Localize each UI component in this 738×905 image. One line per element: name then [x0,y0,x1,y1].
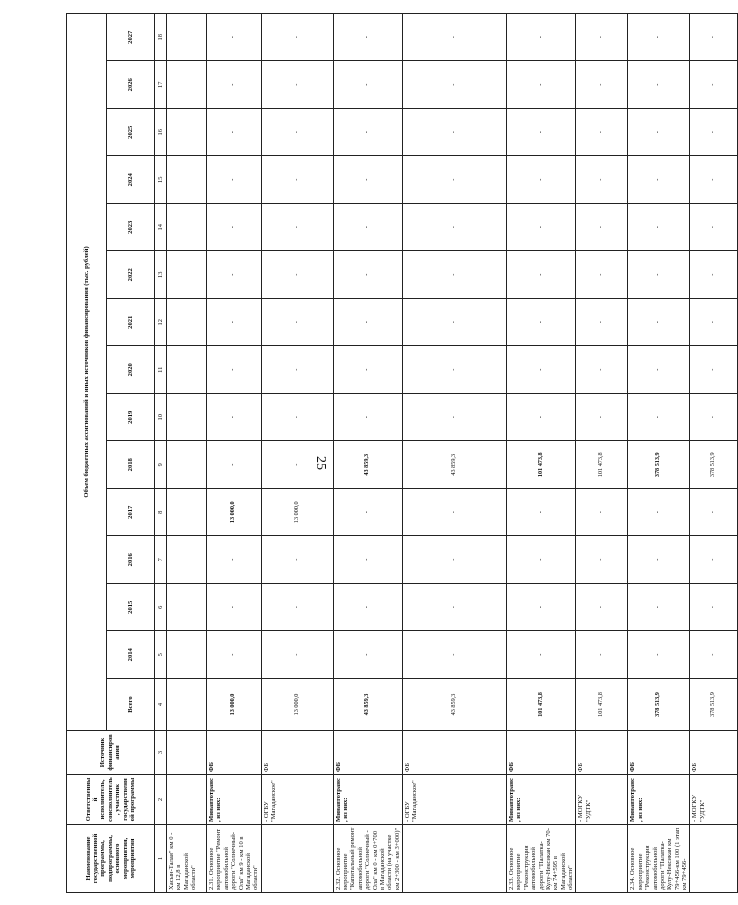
header-year: 2020 [107,346,155,394]
cell-source: ФБ [403,731,507,775]
cell-year-value: - [628,299,690,347]
cell-responsible: - МОГКУ "УДТК" [690,775,738,825]
cell-responsible: Минавтотранс, из них: [507,775,576,825]
cell-year-value: - [576,299,628,347]
cell-responsible: Минавтотранс, из них: [333,775,402,825]
cell-year-value: 13 000,0 [207,489,262,537]
cell-year-value: - [576,631,628,679]
header-total: Всего [107,679,155,731]
cell-source: ФБ [507,731,576,775]
cell-source: ФБ [261,731,333,775]
cell-responsible: Минавтотранс, из них: [207,775,262,825]
cell-year-value: - [403,346,507,394]
cell-year-value: - [507,251,576,299]
cell-year-value: - [261,61,333,109]
cell-year-value: - [690,489,738,537]
table-row [403,14,507,893]
header-volume: Объем бюджетных ассигнований и иных источников финансирования (тыс. рублей) [67,14,107,731]
column-number: 15 [155,156,167,204]
cell-year-value: - [261,346,333,394]
cell-total: 13 000,0 [261,679,333,731]
cell-year-value: - [628,584,690,632]
cell-year-value [167,536,207,584]
cell-year-value: - [576,14,628,62]
cell-year-value: - [207,536,262,584]
header-year: 2018 [107,441,155,489]
cell-year-value: - [690,631,738,679]
cell-year-value: 378 513,9 [628,441,690,489]
cell-year-value: - [207,394,262,442]
header-year: 2019 [107,394,155,442]
cell-year-value: - [333,156,402,204]
column-number: 5 [155,631,167,679]
cell-year-value: - [403,109,507,157]
cell-year-value: - [403,156,507,204]
cell-year-value: - [507,204,576,252]
cell-year-value [167,489,207,537]
cell-year-value [167,251,207,299]
cell-source: ФБ [628,731,690,775]
cell-year-value: - [403,61,507,109]
cell-year-value: - [207,204,262,252]
cell-year-value: - [333,536,402,584]
cell-total: 13 000,0 [207,679,262,731]
cell-year-value: - [690,251,738,299]
header-source: Источник финансирования [67,731,155,775]
cell-year-value: - [207,584,262,632]
cell-name [576,825,628,893]
cell-year-value: - [403,299,507,347]
cell-year-value [167,441,207,489]
column-number: 16 [155,109,167,157]
cell-year-value: 378 513,9 [690,441,738,489]
cell-responsible: - МОГКУ "УДТК" [576,775,628,825]
table-row [576,14,628,893]
column-number: 1 [155,825,167,893]
cell-year-value [167,394,207,442]
cell-year-value: - [507,299,576,347]
cell-year-value: - [403,204,507,252]
cell-year-value: - [628,61,690,109]
cell-total: 43 859,3 [403,679,507,731]
cell-year-value: - [207,346,262,394]
cell-year-value: - [333,251,402,299]
cell-year-value: - [507,489,576,537]
cell-source: ФБ [207,731,262,775]
cell-responsible: Минавтотранс, из них: [628,775,690,825]
cell-year-value: - [333,61,402,109]
header-year: 2024 [107,156,155,204]
column-number: 17 [155,61,167,109]
cell-year-value [167,109,207,157]
header-year: 2022 [107,251,155,299]
cell-year-value: - [628,14,690,62]
cell-year-value: - [507,536,576,584]
cell-year-value: - [507,584,576,632]
cell-year-value: - [261,299,333,347]
cell-year-value: - [628,536,690,584]
cell-source: ФБ [576,731,628,775]
cell-year-value: - [628,631,690,679]
cell-year-value: - [261,204,333,252]
column-number: 7 [155,536,167,584]
cell-year-value: - [333,584,402,632]
cell-year-value: - [207,109,262,157]
cell-year-value: - [690,14,738,62]
cell-year-value [167,631,207,679]
header-year: 2017 [107,489,155,537]
cell-year-value: - [207,156,262,204]
column-number: 14 [155,204,167,252]
cell-year-value: - [261,441,333,489]
cell-year-value: - [261,109,333,157]
cell-year-value: - [507,631,576,679]
column-number: 11 [155,346,167,394]
cell-year-value: - [507,109,576,157]
cell-year-value: - [628,346,690,394]
column-number: 6 [155,584,167,632]
cell-year-value: - [690,156,738,204]
column-number: 8 [155,489,167,537]
cell-source: ФБ [333,731,402,775]
cell-name: 2.31. Основное мероприятие "Ремонт автомобильной дороги "Солнечный-Ола" км 9 - км 10 в Магаданской области" [207,825,262,893]
cell-year-value: - [690,346,738,394]
cell-year-value: - [207,61,262,109]
header-year: 2025 [107,109,155,157]
column-number: 12 [155,299,167,347]
cell-year-value: - [261,251,333,299]
cell-source: ФБ [690,731,738,775]
header-year: 2023 [107,204,155,252]
cell-year-value: - [207,14,262,62]
cell-year-value: - [261,14,333,62]
cell-year-value: - [628,204,690,252]
cell-year-value: 13 000,0 [261,489,333,537]
page-number: 25 [313,456,328,470]
cell-year-value: - [628,489,690,537]
cell-year-value: - [333,346,402,394]
column-number: 18 [155,14,167,62]
cell-responsible [167,775,207,825]
cell-name: 2.33. Основное мероприятие "Реконструкция автомобильной дороги "Палатка-Кулу-Нексикан км 70-км 74+595 в Магаданской области" [507,825,576,893]
cell-year-value: - [403,251,507,299]
cell-year-value: - [690,584,738,632]
cell-year-value: - [690,109,738,157]
table-row [167,14,207,893]
cell-year-value: - [690,61,738,109]
cell-year-value: - [576,394,628,442]
cell-year-value [167,299,207,347]
cell-responsible: - ОГБУ "Магаданское" [403,775,507,825]
cell-year-value: - [403,536,507,584]
table-row [207,14,262,893]
cell-name [403,825,507,893]
cell-year-value: - [333,394,402,442]
cell-year-value: 101 473,8 [507,441,576,489]
column-number: 3 [155,731,167,775]
cell-year-value: - [403,394,507,442]
cell-year-value: - [628,394,690,442]
cell-year-value: - [576,204,628,252]
cell-year-value: - [207,631,262,679]
cell-name: 2.34. Основное мероприятие "Реконструкция автомобильной дороги "Палатка-Кулу-Нексикан км 79+456-км 100 (1 этап км 79+456- [628,825,690,893]
cell-total: 101 473,8 [576,679,628,731]
cell-year-value: - [628,251,690,299]
cell-year-value [167,14,207,62]
column-number: 13 [155,251,167,299]
cell-year-value: - [403,14,507,62]
cell-year-value: - [507,346,576,394]
cell-year-value: 43 859,3 [333,441,402,489]
cell-year-value [167,61,207,109]
cell-name [690,825,738,893]
column-number: 4 [155,679,167,731]
cell-total: 101 473,8 [507,679,576,731]
cell-year-value: - [207,251,262,299]
cell-year-value: - [333,204,402,252]
cell-year-value: - [333,299,402,347]
budget-table [66,13,738,893]
cell-year-value: - [507,61,576,109]
table-row [507,14,576,893]
cell-total [167,679,207,731]
header-responsible: Ответственный исполнитель, соисполнитель, участник государственной программы [67,775,155,825]
cell-year-value: - [333,14,402,62]
cell-total: 43 859,3 [333,679,402,731]
cell-year-value: - [261,156,333,204]
cell-year-value: 101 473,8 [576,441,628,489]
cell-total: 378 513,9 [690,679,738,731]
header-year: 2014 [107,631,155,679]
cell-year-value: - [333,489,402,537]
cell-year-value: - [261,536,333,584]
header-year: 2016 [107,536,155,584]
cell-year-value: - [576,109,628,157]
cell-year-value [167,584,207,632]
header-year: 2021 [107,299,155,347]
cell-responsible: - ОГБУ "Магаданское" [261,775,333,825]
cell-year-value: - [333,109,402,157]
cell-year-value: - [576,489,628,537]
cell-year-value: - [261,394,333,442]
cell-year-value: - [261,631,333,679]
cell-year-value: - [507,156,576,204]
cell-year-value: - [507,14,576,62]
cell-year-value: - [576,156,628,204]
cell-year-value: - [690,204,738,252]
header-name: Наименование государственной программы, подпрограммы, основного мероприятия, мероприятия [67,825,155,893]
cell-year-value [167,346,207,394]
rotated-budget-table-container [66,13,717,893]
cell-year-value: - [403,631,507,679]
table-row [690,14,738,893]
cell-year-value: - [207,299,262,347]
header-year: 2026 [107,61,155,109]
cell-year-value [167,204,207,252]
table-row [628,14,690,893]
cell-name: 2.32. Основное мероприятие "Капитальный ремонт автомобильной дороги "Солнечный - Ола" км 0 - км 0+700 в Магаданской области (на участке км 2+300 - км 3+000)" [333,825,402,893]
header-year: 2027 [107,14,155,62]
cell-year-value: - [628,156,690,204]
cell-year-value: - [690,299,738,347]
cell-year-value: - [690,536,738,584]
table-row [333,14,402,893]
cell-year-value: - [576,536,628,584]
column-number: 9 [155,441,167,489]
cell-year-value: - [576,346,628,394]
cell-year-value [167,156,207,204]
cell-year-value: - [333,631,402,679]
cell-year-value: - [403,489,507,537]
cell-year-value: - [576,61,628,109]
cell-year-value: 43 859,3 [403,441,507,489]
cell-total: 378 513,9 [628,679,690,731]
column-number: 2 [155,775,167,825]
cell-year-value: - [261,584,333,632]
table-row [261,14,333,893]
cell-year-value: - [628,109,690,157]
cell-name: Хасын-Талая" км 0 - км 12,8 в Магаданской области" [167,825,207,893]
cell-year-value: - [576,251,628,299]
column-number: 10 [155,394,167,442]
cell-source [167,731,207,775]
cell-year-value: - [403,584,507,632]
header-year: 2015 [107,584,155,632]
cell-year-value: - [207,441,262,489]
cell-year-value: - [576,584,628,632]
cell-year-value: - [690,394,738,442]
cell-name [261,825,333,893]
cell-year-value: - [507,394,576,442]
